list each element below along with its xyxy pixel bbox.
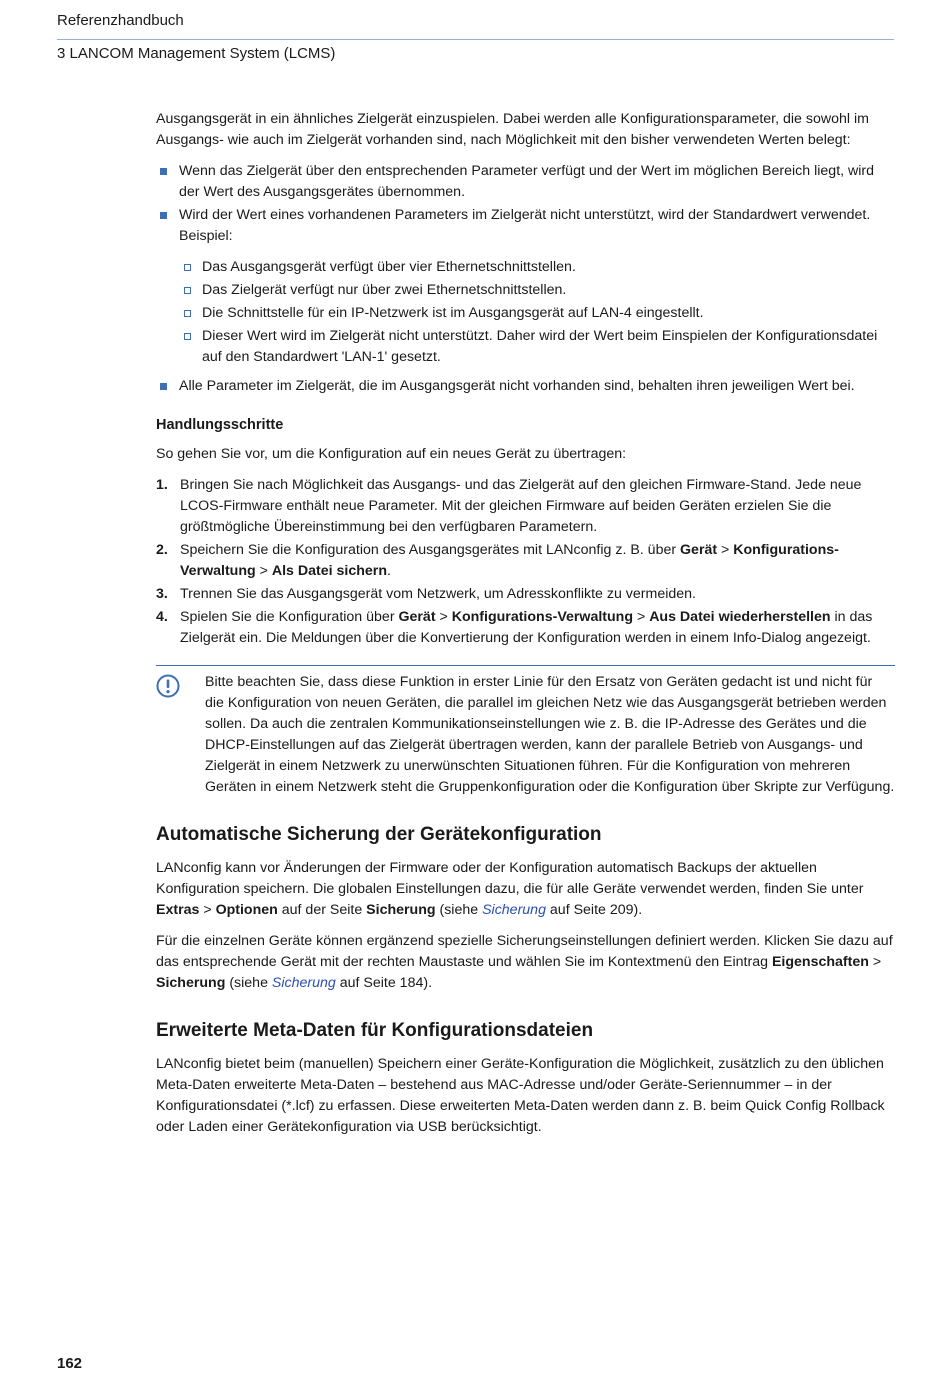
step-text: Spielen Sie die Konfiguration über [180, 609, 399, 625]
square-bullet-icon [160, 168, 167, 175]
note-text: Bitte beachten Sie, dass diese Funktion in erster Linie für den Ersatz von Geräten gedacht ist und nicht für die Konfiguration von neuen Geräten, die parallel im gleichen Netz wie das Ausgangsgerät betrieben werden sollen. Da auch die zentralen Kommunikationseinstellungen wie z. B. die IP-Adresse des Gerätes und die DHCP-Einstellungen auf das Zielgerät übertragen werden, kann der parallele Betrieb von Ausgangs- und Zielgerät in einem Netzwerk zu unerwünschten Situationen führen. Für die Konfiguration von mehreren Geräten in einem Netzwerk steht die Gruppenkonfiguration oder die Konfiguration über Skripte zur Verfügung. [205, 674, 895, 795]
step-text-end: . [386, 563, 391, 579]
steps-list [156, 475, 895, 649]
menu-path-properties: Eigenschaften [771, 954, 869, 970]
menu-path-device: Gerät [398, 609, 436, 625]
sublist-item [179, 303, 895, 324]
section-paragraph [156, 858, 895, 921]
list-item-text: Alle Parameter im Zielgerät, die im Ausgangsgerät nicht vorhanden sind, behalten ihren jeweiligen Wert bei. [179, 378, 855, 394]
menu-path-config-management: Konfigurations-Verwaltung [451, 609, 634, 625]
sublist-item-text: Das Ausgangsgerät verfügt über vier Ethernetschnittstellen. [202, 259, 576, 275]
hollow-square-bullet-icon [184, 264, 191, 271]
example-sublist [179, 257, 895, 368]
page-number: 162 [57, 1355, 83, 1372]
section-paragraph: LANconfig bietet beim (manuellen) Speichern einer Geräte-Konfiguration die Möglichkeit, zusätzlich zu den üblichen Meta-Daten erweiterte Meta-Daten – bestehend aus MAC-Adresse und/oder Geräte-Seriennummer – in der Konfigurationsdatei (*.lcf) zu erfassen. Diese erweiterten Meta-Daten werden dann z. B. beim Quick Config Rollback oder Laden einer Gerätekonfiguration via USB berücksichtigt. [156, 1056, 885, 1135]
text-run: auf Seite 184). [335, 975, 433, 991]
sublist-item-text: Die Schnittstelle für ein IP-Netzwerk ist im Ausgangsgerät auf LAN-4 eingestellt. [202, 305, 704, 321]
step-item [156, 475, 895, 538]
running-header-chapter: 3 LANCOM Management System (LCMS) [57, 45, 336, 62]
note-box [156, 665, 895, 798]
intro-paragraph: Ausgangsgerät in ein ähnliches Zielgerät einzuspielen. Dabei werden alle Konfigurationsparameter, die sowohl im Ausgangs- wie auch im Zielgerät vorhanden sind, nach Möglichkeit mit den bisher verwendeten Werten belegt: [156, 111, 869, 148]
header-divider [57, 39, 894, 40]
step-number: 2. [156, 542, 168, 558]
running-header-title: Referenzhandbuch [57, 12, 184, 29]
hollow-square-bullet-icon [184, 310, 191, 317]
page-content [156, 109, 895, 1148]
section-paragraph [156, 931, 895, 994]
text-run: LANconfig kann vor Änderungen der Firmware oder der Konfiguration automatisch Backups der aktuellen Konfiguration speichern. Die globalen Einstellungen dazu, die für alle Geräte verwendet werden, finden Sie unter [156, 860, 864, 897]
menu-path-extras: Extras [156, 902, 200, 918]
cross-reference-link[interactable]: Sicherung [482, 902, 546, 918]
step-number: 4. [156, 609, 168, 625]
list-item [156, 376, 895, 397]
step-number: 3. [156, 586, 168, 602]
step-text-end: in das Zielgerät ein. Die Meldungen über die Konvertierung der Konfiguration werden in einem Info-Dialog angezeigt. [180, 609, 873, 646]
step-item [156, 607, 895, 649]
sublist-item [179, 326, 895, 368]
step-item [156, 540, 895, 582]
sublist-item-text: Das Zielgerät verfügt nur über zwei Ethernetschnittstellen. [202, 282, 567, 298]
square-bullet-icon [160, 383, 167, 390]
menu-separator: > [868, 954, 882, 970]
hollow-square-bullet-icon [184, 287, 191, 294]
step-text: Speichern Sie die Konfiguration des Ausgangsgerätes mit LANconfig z. B. über [180, 542, 681, 558]
menu-path-save-as-file: Als Datei sichern [271, 563, 387, 579]
cross-reference-link[interactable]: Sicherung [271, 975, 336, 991]
text-run: auf Seite 209). [545, 902, 643, 918]
square-bullet-icon [160, 212, 167, 219]
step-text: Bringen Sie nach Möglichkeit das Ausgangs- und das Zielgerät auf den gleichen Firmware-Stand. Jede neue LCOS-Firmware enthält neue Parameter. Mit der gleichen Firmware auf beiden Geräten erzielen Sie die größtmögliche Übereinstimmung bei den verfügbaren Parametern. [180, 477, 862, 535]
menu-path-backup: Sicherung [156, 975, 226, 991]
menu-separator: > [717, 542, 734, 558]
text-run: (siehe [435, 902, 483, 918]
menu-path-config-management: Konfigurations-Verwaltung [180, 542, 839, 579]
section-heading-meta-data: Erweiterte Meta-Daten für Konfigurationsdateien [156, 1020, 594, 1041]
sublist-item [179, 257, 895, 278]
text-run: (siehe [225, 975, 272, 991]
list-item [156, 161, 895, 203]
section-heading-auto-backup: Automatische Sicherung der Gerätekonfiguration [156, 824, 602, 845]
step-text: Trennen Sie das Ausgangsgerät vom Netzwerk, um Adresskonflikte zu vermeiden. [180, 586, 696, 602]
list-item [156, 205, 895, 368]
menu-separator: > [633, 609, 650, 625]
sublist-item [179, 280, 895, 301]
list-item-text: Wird der Wert eines vorhandenen Parameters im Zielgerät nicht unterstützt, wird der Standardwert verwendet. Beispiel: [179, 207, 871, 244]
list-item-text: Wenn das Zielgerät über den entsprechenden Parameter verfügt und der Wert im möglichen Bereich liegt, wird der Wert des Ausgangsgerätes übernommen. [179, 163, 875, 200]
hollow-square-bullet-icon [184, 333, 191, 340]
step-number: 1. [156, 477, 168, 493]
step-item [156, 584, 895, 605]
text-run: Für die einzelnen Geräte können ergänzend spezielle Sicherungseinstellungen definiert werden. Klicken Sie dazu auf das entsprechende Gerät mit der rechten Maustaste und wählen Sie im Kontextmenü den Eintrag [156, 933, 893, 970]
menu-path-options: Optionen [215, 902, 278, 918]
text-run: auf der Seite [277, 902, 367, 918]
parameter-rules-list [156, 161, 895, 397]
info-exclamation-icon [156, 674, 180, 698]
menu-separator: > [435, 609, 452, 625]
menu-separator: > [199, 902, 216, 918]
sublist-item-text: Dieser Wert wird im Zielgerät nicht unterstützt. Daher wird der Wert beim Einspielen der Konfigurationsdatei auf den Standardwert 'LAN-1' gesetzt. [202, 328, 878, 365]
menu-path-restore-from-file: Aus Datei wiederherstellen [649, 609, 831, 625]
menu-path-device: Gerät [680, 542, 718, 558]
steps-intro: So gehen Sie vor, um die Konfiguration auf ein neues Gerät zu übertragen: [156, 446, 627, 462]
menu-separator: > [255, 563, 272, 579]
steps-heading: Handlungsschritte [156, 417, 284, 433]
menu-path-backup: Sicherung [366, 902, 436, 918]
